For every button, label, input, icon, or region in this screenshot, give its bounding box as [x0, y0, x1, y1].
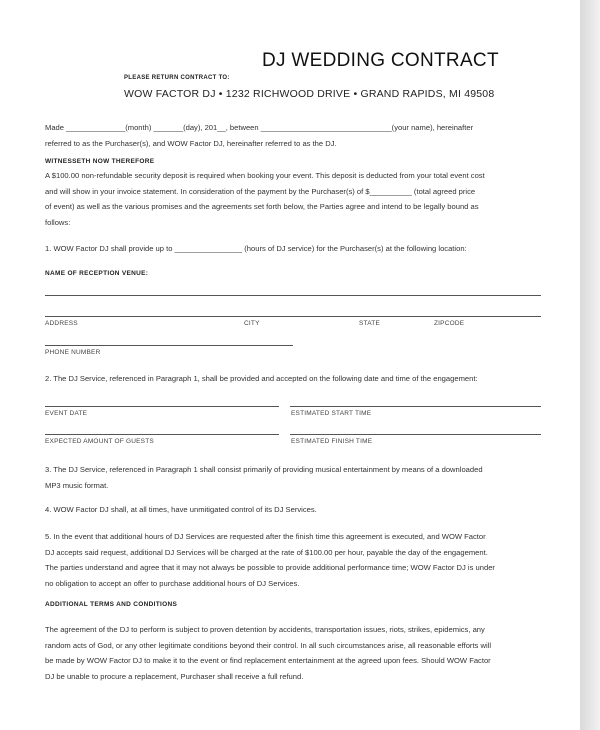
- clause-5-line-1: 5. In the event that additional hours of DJ Services are requested after the finish time this agreement is executed, and WOW Factor: [45, 532, 486, 541]
- additional-terms-heading: ADDITIONAL TERMS AND CONDITIONS: [45, 601, 178, 608]
- return-label: PLEASE RETURN CONTRACT TO:: [124, 75, 230, 81]
- additional-terms-paragraph: [45, 622, 545, 684]
- clause-3-line-1: 3. The DJ Service, referenced in Paragraph 1 shall consist primarily of providing musical entertainment by means of a downloaded: [45, 465, 483, 474]
- state-label: STATE: [359, 320, 380, 327]
- return-address: WOW FACTOR DJ • 1232 RICHWOOD DRIVE • GRAND RAPIDS, MI 49508: [124, 88, 495, 100]
- venue-name-line[interactable]: [45, 295, 541, 296]
- clause-3-line-2: MP3 music format.: [45, 480, 109, 490]
- intro-line-2: referred to as the Purchaser(s), and WOW Factor DJ, hereinafter referred to as the DJ.: [45, 138, 337, 148]
- venue-heading: NAME OF RECEPTION VENUE:: [45, 270, 149, 277]
- address-label: ADDRESS: [45, 320, 78, 327]
- additional-line-1: The agreement of the DJ to perform is subject to proven detention by accidents, transportation issues, riots, strikes, epidemics, any: [45, 625, 485, 634]
- event-date-line[interactable]: [45, 406, 279, 407]
- clause-4: 4. WOW Factor DJ shall, at all times, have unmitigated control of its DJ Services.: [45, 505, 317, 514]
- clause-1: 1. WOW Factor DJ shall provide up to ________________ (hours of DJ service) for the Purchaser(s) at the following location:: [45, 244, 467, 253]
- additional-line-4: DJ be unable to procure a replacement, Purchaser shall receive a full refund.: [45, 671, 304, 681]
- additional-line-3: be made by WOW Factor DJ to make it to the event or find replacement entertainment at the agreed upon fees. Should WOW Factor: [45, 656, 491, 665]
- city-label: CITY: [244, 320, 260, 327]
- witnesseth-heading: WITNESSETH NOW THEREFORE: [45, 158, 155, 165]
- contract-title: DJ WEDDING CONTRACT: [262, 50, 499, 71]
- page-edge-shadow: [580, 0, 600, 730]
- finish-time-line[interactable]: [290, 434, 541, 435]
- clause-2: 2. The DJ Service, referenced in Paragraph 1, shall be provided and accepted on the following date and time of the engagement:: [45, 374, 478, 383]
- clause-5-line-2: DJ accepts said request, additional DJ Services will be charged at the rate of $100.00 per hour, payable the day of the engagement.: [45, 547, 488, 557]
- phone-number-line[interactable]: [45, 345, 293, 346]
- start-time-line[interactable]: [290, 406, 541, 407]
- deposit-line-3: of event) as well as the various promises and the agreements set forth below, the Parties agree and intend to be legally bound as: [45, 202, 479, 211]
- additional-line-2: random acts of God, or any other legitimate conditions beyond their control. In all such circumstances arise, all reasonable efforts will: [45, 640, 492, 650]
- guests-label: EXPECTED AMOUNT OF GUESTS: [45, 438, 154, 445]
- zipcode-label: ZIPCODE: [434, 320, 465, 327]
- clause-5: [45, 529, 545, 591]
- clause-5-line-3: The parties understand and agree that it may not always be possible to provide additional performance time; WOW Factor DJ is under: [45, 563, 495, 572]
- intro-paragraph: [45, 120, 545, 151]
- deposit-line-1: A $100.00 non-refundable security deposit is required when booking your event. This deposit is deducted from your total event cost: [45, 171, 485, 180]
- venue-address-line[interactable]: [45, 316, 541, 317]
- intro-line-1: Made ______________(month) _______(day), 201__, between _______________________________(your name), hereinafter: [45, 123, 474, 132]
- phone-number-label: PHONE NUMBER: [45, 349, 101, 356]
- guests-line[interactable]: [45, 434, 279, 435]
- deposit-line-2: and will show in your invoice statement. In consideration of the payment by the Purchaser(s) of $__________ (total agreed price: [45, 186, 476, 196]
- deposit-paragraph: [45, 168, 545, 230]
- start-time-label: ESTIMATED START TIME: [291, 410, 372, 417]
- clause-5-line-4: no obligation to accept an offer to purchase additional hours of DJ Services.: [45, 578, 300, 588]
- deposit-line-4: follows:: [45, 217, 71, 227]
- finish-time-label: ESTIMATED FINISH TIME: [291, 438, 373, 445]
- clause-3: [45, 462, 545, 493]
- event-date-label: EVENT DATE: [45, 410, 88, 417]
